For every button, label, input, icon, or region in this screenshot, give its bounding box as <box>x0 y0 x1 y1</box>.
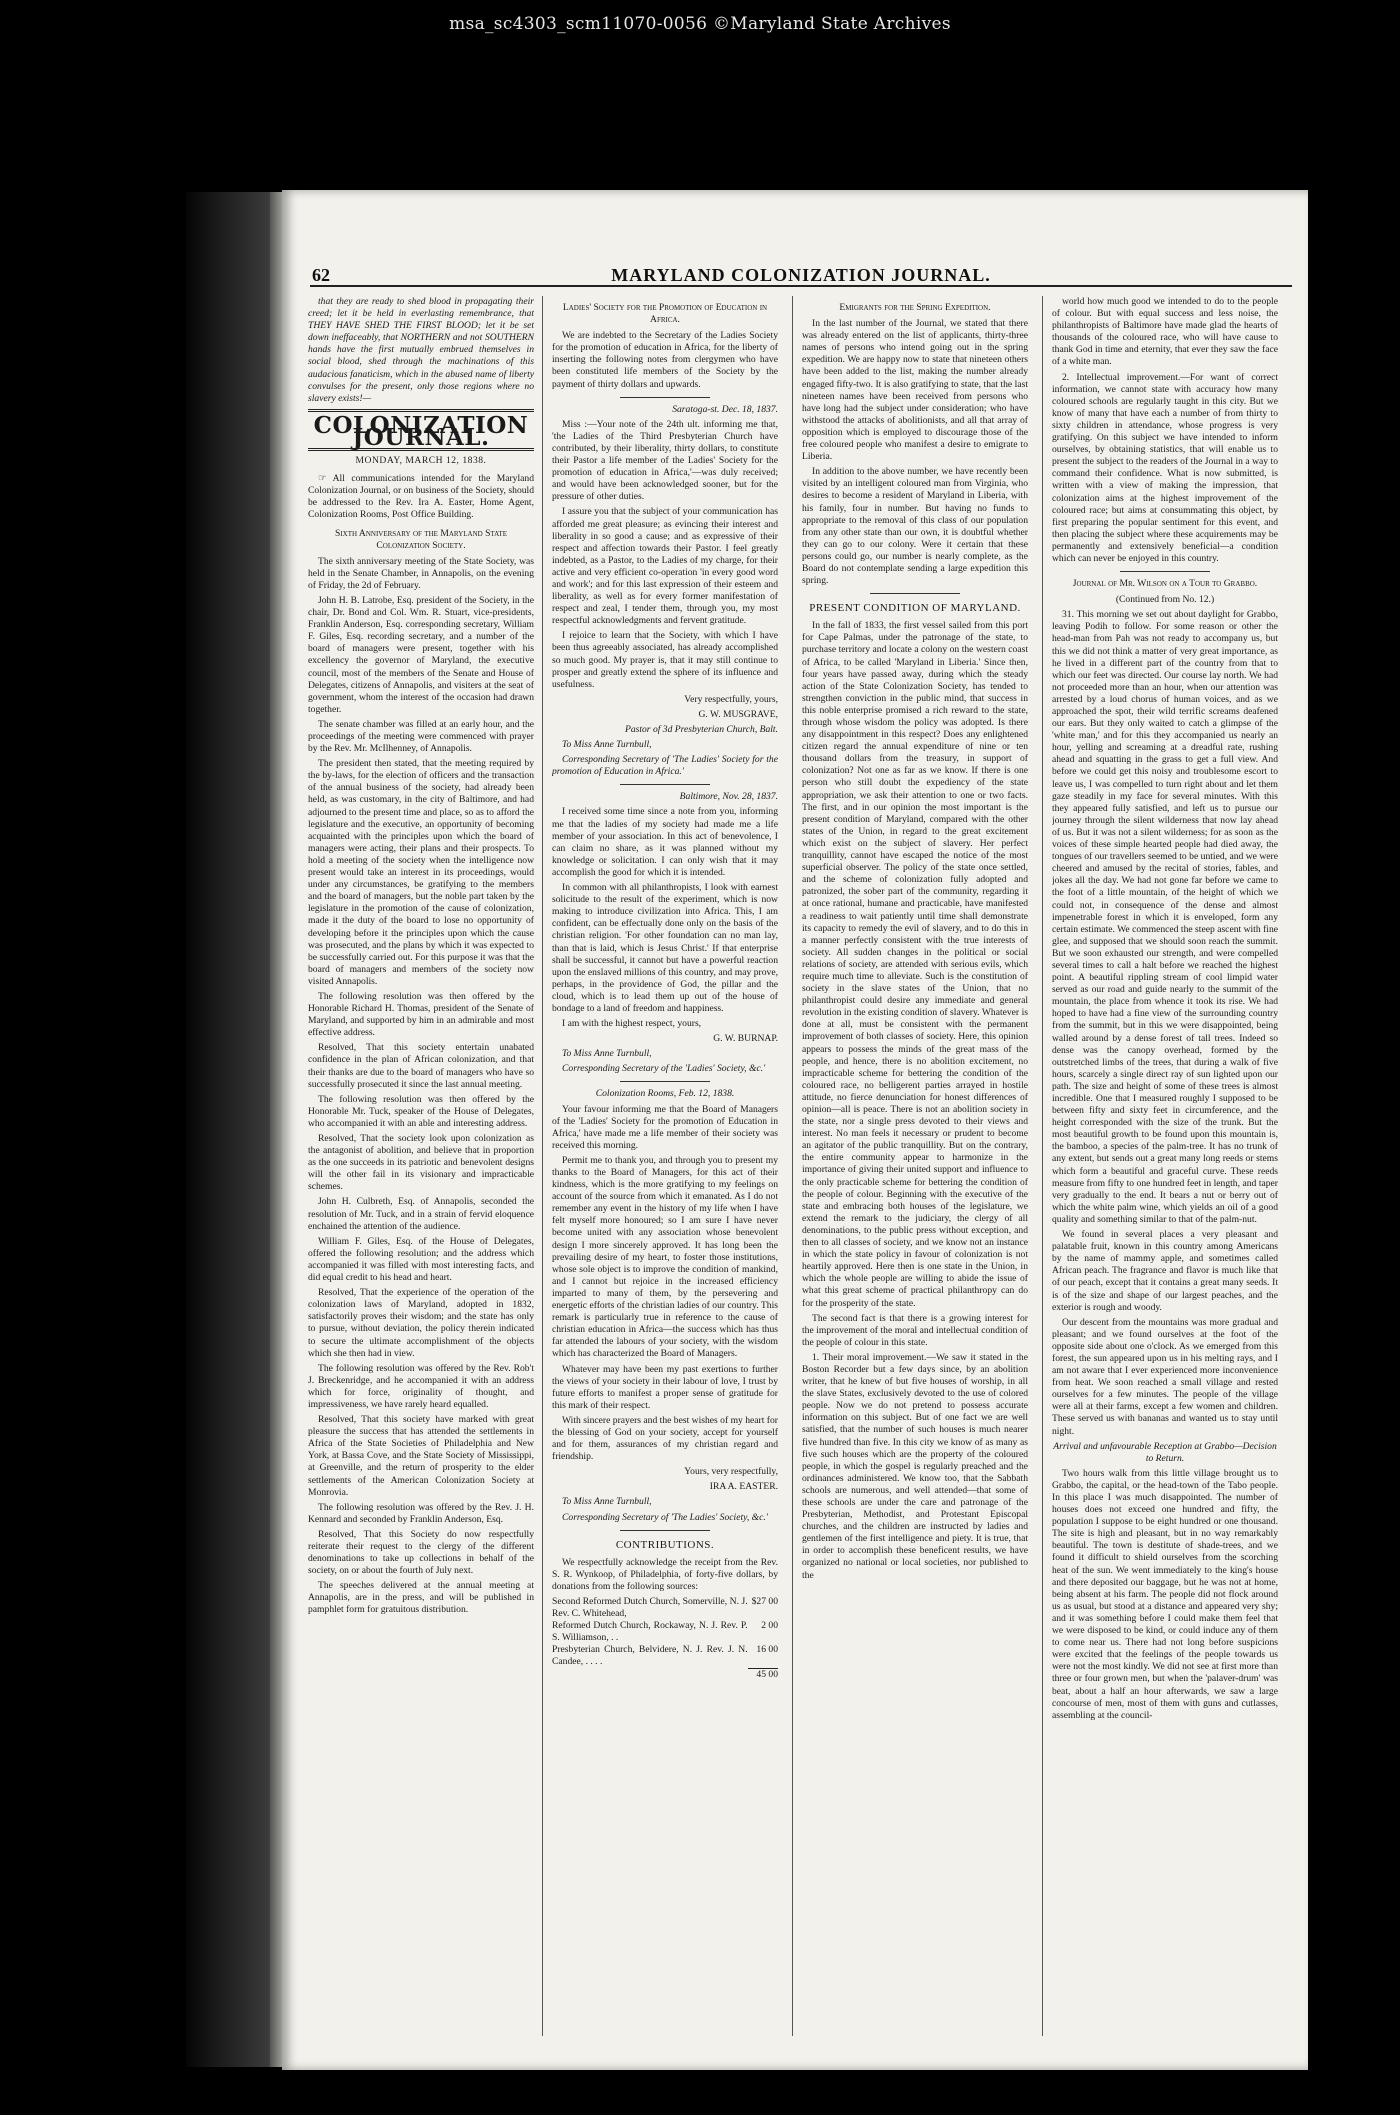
paragraph: The second fact is that there is a growing interest for the improvement of the moral and intellectual condition of the people of colour in this state. <box>802 1312 1028 1348</box>
section-subheading: Arrival and unfavourable Reception at Grabbo—Decision to Return. <box>1053 1440 1277 1464</box>
letter-body <box>552 1104 778 1464</box>
paragraph: Whatever may have been my past exertions to further the views of your society in their labour of love, I trust by future efforts to manifest a proper sense of gratitude for this mark of their respect. <box>552 1363 778 1411</box>
letter-addressee-title: Corresponding Secretary of 'The Ladies' Society for the promotion of Education in Africa.' <box>552 754 778 778</box>
contribution-source: Reformed Dutch Church, Rockaway, N. J. Rev. P. S. Williamson, . . <box>552 1620 748 1644</box>
paragraph: In common with all philanthropists, I look with earnest solicitude to the result of the experiment, which is now making to introduce civilization into Africa. This, I am confident, can be effectually done only on the basis of the christian religion. 'For other foundation can no man lay, than that is laid, which is Jesus Christ.' If that enterprise shall be successful, it cannot but have a powerful reaction upon the enslaved millions of this country, and may prove, perhaps, in the providence of God, the pillar and the cloud, which is to lead them up out of the house of bondage to a land of freedom and happiness. <box>552 882 778 1014</box>
paragraph: We found in several places a very pleasant and palatable fruit, known in this country among Americans by the name of mammy apple, and sometimes called African peach. The fragrance and flavor is much like that of our peach, except that it contains a great many seeds. It is of the size and shape of our largest peaches, and the exterior is rough and woody. <box>1052 1229 1278 1313</box>
paragraph: Resolved, That this society entertain unabated confidence in the plan of African colonization, and that their thanks are due to the board of managers who have so successfully prosecuted it since the last annual meeting. <box>308 1042 534 1090</box>
letter-signature: IRA A. EASTER. <box>709 1481 778 1493</box>
column-1 <box>308 296 534 2036</box>
contribution-source: Second Reformed Dutch Church, Somerville, N. J. Rev. C. Whitehead, <box>552 1596 748 1620</box>
paragraph: The president then stated, that the meeting required by the by-laws, for the election of officers and the transaction of the annual business of the society, had already been held, as was customary, in the city of Baltimore, and had adjourned to the present time and place, so as to afford the legislature and the executive, an opportunity of becoming acquainted with the principles upon which the board of managers were acting, their plans and their prospects. To hold a meeting of the society when the intelligence now present would take an interest in its proceedings, would under any circumstances, be gratifying to the members and the board of managers, but the noble part taken by the legislature in the promotion of the cause of colonization, made it the duty of the board to lose no opportunity of developing before it the principles upon which the cause was prosecuted, and the plans by which it was expected to be successfully carried out. For this purpose it was that the board of managers and members of the society now visited Annapolis. <box>308 758 534 987</box>
rule <box>620 397 710 398</box>
contribution-amount: 2 00 <box>761 1620 778 1632</box>
paragraph: The speeches delivered at the annual meeting at Annapolis, are in the press, and will be published in pamphlet form for gratuitous distribution. <box>308 1580 534 1616</box>
column-divider <box>1042 296 1043 2036</box>
column-4 <box>1052 296 1278 2036</box>
paragraph: The following resolution was then offered by the Honorable Mr. Tuck, speaker of the House of Delegates, who accompanied it with an able and interesting address. <box>308 1093 534 1129</box>
column-3 <box>802 296 1028 2036</box>
paragraph: Our descent from the mountains was more gradual and pleasant; and we found ourselves at the foot of the opposite side about one o'clock. As we emerged from this forest, the sun appeared upon us in his melting rays, and I am not aware that I ever experienced more inconvenience from heat. We soon reached a small village and rested ourselves for a few minutes. The people of the village were all at their farms, except a few women and children. These served us with bananas and wanted us to stay until night. <box>1052 1316 1278 1437</box>
lead-paragraph: that they are ready to shed blood in propagating their creed; let it be held in everlasting remembrance, that THEY HAVE SHED THE FIRST BLOOD; let it be set down ineffaceably, that NORTHERN and not SOUTHERN hands have the first mutually embrued themselves in social blood, shed through the machinations of this audacious fanaticism, which in the abused name of liberty convulses for the present, only those regions where no slavery exists!— <box>308 296 534 404</box>
letter-date: Saratoga-st. Dec. 18, 1837. <box>672 403 778 415</box>
letter-addressee-title: Corresponding Secretary of the 'Ladies' Society, &c.' <box>562 1063 766 1075</box>
letter-addressee: To Miss Anne Turnbull, <box>562 1496 652 1508</box>
page-number: 62 <box>312 265 330 285</box>
rule <box>620 1081 710 1082</box>
total-spacer <box>552 1669 748 1682</box>
spine-edge <box>270 192 282 2067</box>
paragraph: Your favour informing me that the Board of Managers of the 'Ladies' Society for the promotion of Education in Africa,' have made me a life member of their society was received this morning. <box>552 1103 778 1151</box>
running-title: MARYLAND COLONIZATION JOURNAL. <box>611 265 991 285</box>
contribution-source: Presbyterian Church, Belvidere, N. J. Rev. J. N. Candee, . . . . <box>552 1644 748 1668</box>
paragraph: John H. Culbreth, Esq. of Annapolis, seconded the resolution of Mr. Tuck, and in a strain of fervid eloquence enchained the attention of the audience. <box>308 1196 534 1232</box>
contribution-row <box>552 1620 778 1644</box>
contribution-total-row <box>552 1669 778 1682</box>
column-2 <box>552 296 778 2036</box>
paragraph: John H. B. Latrobe, Esq. president of the Society, in the chair, Dr. Bond and Col. Wm. R. Stuart, vice-presidents, Franklin Anderson, Esq. corresponding secretary, William F. Giles, Esq. recording secretary, and a number of the board of managers were present, together with his excellency the governor of Maryland, the executive council, most of the members of the Senate and House of Delegates, citizens of Annapolis, and visiters at the seat of government, whom the interest of the occasion had drawn together. <box>308 594 534 715</box>
paragraph: 1. Their moral improvement.—We saw it stated in the Boston Recorder but a few days since, by an abolition writer, that he knew of but five houses of worship, in all the slave States, exclusively devoted to the use of colored people. Now we do not pretend to possess accurate information on this subject. But of one fact we are well satisfied, that the number of such houses is much nearer five hundred than five. In this city we know of as many as five such houses which are the property of the coloured people, in which the gospel is regularly preached and the ordinances administered. We know too, that the Sabbath schools are numerous, and well attended—that some of these schools are under the care and patronage of the Presbyterian, Methodist, and Protestant Episcopal churches, and the children are instructed by ladies and gentlemen of the first intelligence and piety. It is true, that in order to accomplish these beneficent results, we have organized no national or local societies, nor published to the <box>802 1351 1028 1581</box>
contribution-row <box>552 1644 778 1668</box>
letter-addressee-title: Corresponding Secretary of 'The Ladies' Society, &c.' <box>562 1511 768 1523</box>
page-header <box>310 265 1292 287</box>
letter-closing: Very respectfully, yours, <box>684 693 778 705</box>
column-divider <box>792 296 793 2036</box>
article-heading: Sixth Anniversary of the Maryland State Colonization Society. <box>335 527 507 551</box>
letter-addressee: To Miss Anne Turnbull, <box>562 1048 652 1060</box>
paragraph: 31. This morning we set out about daylight for Grabbo, leaving Podih to follow. For some reason or other the head-man from Pah was not ready to accompany us, but this we did not think a matter of very great importance, as he lived in a different part of the country from that to which our feet was directed. Our course lay north. We had not proceeded more than an hour, when our attention was arrested by a loud chorus of human voices, and as we approached the spot, their wild terrific screams deafened our ears. But they only waited to catch a glimpse of the 'white man,' and for this they accompanied us nearly an hour, yelling and screaming at a dreadful rate, rushing ahead and squatting in the grass to get a full view. And before we could get this noisy and troublesome escort to leave us, I was compelled to turn right about and let them gaze steadily in my face for several minutes. With this they appeared fully satisfied, and left us to pursue our journey through the silent wilderness that now lay ahead of us. But it was not a silent wilderness; for as soon as the voices of these simple hearted people had died away, the tongues of our travellers seemed to be untied, and we were cheered and amused by the recital of stories, fables, and jokes all the day. We had not gone far before we came to the foot of a little mountain, of the height of which we could not, in consequence of the dense and almost impenetrable forest in which it is enveloped, form any certain estimate. We commenced the steep ascent with fine glee, and supposed that we should soon reach the summit. But we soon exhausted our strength, and were compelled several times to call a halt before we reached the highest point. A beautiful rippling stream of cool limpid water served as our road and guide nearly to the summit of the mountain, the place from whence it took its rise. We had hoped to have had a fine view of the surrounding country from the summit, but in this we were disappointed, being walled around by a dense forest of tall trees. Indeed so dense was the canopy overhead, formed by the outstretched limbs of the trees, that during a walk of five hours, scarcely a single direct ray of sun lighted upon our path. The size and height of some of these trees is almost incredible. One that I measured roughly I supposed to be between fifty and sixty feet in circumference, and the height corresponded with the size of the trunk. But the most beautiful growth to be found upon this mountain is, the bamboo, a species of the palm-tree. It has no trunk of any extent, but sends out a great many long reeds or stems which form a beautiful and graceful curve. These reeds measure from fifty to one hundred feet in length, and taper very gradually to the end. It bears a nut or berry out of which the white palm wine, which yields an oil of a good quality and something similar to that of the palm-nut. <box>1052 609 1278 1225</box>
book-spine <box>186 192 282 2067</box>
paragraph: In addition to the above number, we have recently been visited by an intelligent coloured man from Virginia, who desires to become a resident of Maryland in Liberia, with his family, four in number. But having no funds to appropriate to the removal of this class of our population from any other state than our own, it is doubtful whether they can go to our colony. Were it certain that these persons could go, our number is nearly complete, as the Board do not contemplate sending a large expedition this spring. <box>802 466 1028 587</box>
article-heading: Ladies' Society for the Promotion of Education in Africa. <box>562 302 768 326</box>
letter-date: Colonization Rooms, Feb. 12, 1838. <box>595 1088 735 1100</box>
paragraph: The senate chamber was filled at an early hour, and the proceedings of the meeting were commenced with prayer by the Rev. Mr. McIlhenney, of Annapolis. <box>308 718 534 755</box>
notice-paragraph: ☞ All communications intended for the Maryland Colonization Journal, or on business of the Society, should be addressed to the Rev. Ira A. Easter, Home Agent, Colonization Rooms, Post Office Building. <box>308 473 534 521</box>
rule <box>620 1530 710 1531</box>
paragraph: Resolved, That the society look upon colonization as the antagonist of abolition, and believe that in proportion as the one succeeds in its patriotic and benevolent designs will the other fail in its visionary and impracticable schemes. <box>308 1133 534 1193</box>
paragraph: I am with the highest respect, yours, <box>562 1018 702 1030</box>
contributions-table <box>552 1596 778 1681</box>
rule <box>620 784 710 785</box>
article-body <box>802 620 1028 1581</box>
intro-paragraph: We are indebted to the Secretary of the Ladies Society for the promotion of education in Africa, for the liberty of inserting the following notes from clergymen who have been constituted life members of the Society by the payment of thirty dollars and upwards. <box>552 330 778 390</box>
letter-body <box>552 419 778 691</box>
paragraph: The following resolution was offered by the Rev. J. H. Kennard and seconded by Franklin Anderson, Esq. <box>308 1501 534 1525</box>
letter-date: Baltimore, Nov. 28, 1837. <box>679 791 778 803</box>
paragraph: Resolved, That this Society do now respectfully reiterate their request to the clergy of the different denominations to take up collections in behalf of the society, on or about the fourth of July next. <box>308 1528 534 1577</box>
newspaper-page <box>282 190 1308 2070</box>
letter-signature: G. W. BURNAP. <box>713 1033 778 1045</box>
column-divider <box>542 296 543 2036</box>
paragraph: I rejoice to learn that the Society, with which I have been thus agreeably associated, has already accomplished so much good. My prayer is, that it may still continue to prosper and greatly extend the sphere of its influence and usefulness. <box>552 630 778 690</box>
archive-watermark: msa_sc4303_scm11070-0056 ©Maryland State Archives <box>449 14 951 34</box>
paragraph: world how much good we intended to do to the people of colour. But with equal success and less noise, the philanthropists of Baltimore have made glad the hearts of thousands of the coloured race, who will have cause to thank God in time and eternity, that ever they saw the face of a white man. <box>1052 296 1278 368</box>
contribution-row <box>552 1596 778 1620</box>
article-heading: Emigrants for the Spring Expedition. <box>839 302 991 313</box>
paragraph: The sixth anniversary meeting of the State Society, was held in the Senate Chamber, in Annapolis, on the evening of Friday, the 2d of February. <box>308 555 534 591</box>
letter-body <box>552 806 778 1030</box>
paragraph: With sincere prayers and the best wishes of my heart for the blessing of God on your society, accept for yourself and for them, assurances of my christian regard and friendship. <box>552 1414 778 1463</box>
letter-addressee: To Miss Anne Turnbull, <box>562 739 652 751</box>
paragraph: William F. Giles, Esq. of the House of Delegates, offered the following resolution; and the address which accompanied it was filled with most interesting facts, and did equal credit to his head and heart. <box>308 1235 534 1284</box>
issue-date: MONDAY, MARCH 12, 1838. <box>355 455 487 467</box>
contributions-intro: We respectfully acknowledge the receipt from the Rev. S. R. Wynkoop, of Philadelphia, of forty-five dollars, by donations from the following sources: <box>552 1556 778 1592</box>
article-body <box>308 556 534 1617</box>
paragraph: Permit me to thank you, and through you to present my thanks to the Board of Managers, for this act of their kindness, which is the more gratifying to my feelings on account of the source from which it emanated. As I do not remember any event in the history of my life when I have felt myself more honoured; so I am sure I have never become united with any association whose benevolent design I more sincerely approved. It has long been the prevailing desire of my heart, to foster those institutions, whose sole object is to improve the condition of mankind, and I cannot but rejoice in the increased efficiency imparted to many of them, by the persevering and energetic efforts of the christian ladies of our country. This remark is particularly true in reference to the cause of christian education in Africa—the success which has thus far attended the labours of your society, with the wisdom which has characterized the Board of Managers. <box>552 1154 778 1360</box>
article-body <box>1052 609 1278 1437</box>
paragraph: In the last number of the Journal, we stated that there was already entered on the list of applicants, thirty-three names of persons who intend going out in the spring expedition. We are happy now to state that nineteen others have been added to the list, making the number already engaged fifty-two. It is also gratifying to state, that the last nineteen names have been received from persons who have long had the subject under consideration; who have withstood the attacks of abolitionists, and all that array of opposition which is employed to discourage those of the free coloured people who manifest a desire to emigrate to Liberia. <box>802 318 1028 463</box>
article-heading: Journal of Mr. Wilson on a Tour to Grabbo. <box>1072 578 1258 590</box>
paragraph: The following resolution was offered by the Rev. Rob't J. Breckenridge, and he accompanied it with an address which for force, originality of thought, and impressiveness, we have rarely heard equalled. <box>308 1362 534 1410</box>
paragraph: In the fall of 1833, the first vessel sailed from this port for Cape Palmas, under the patronage of the state, to purchase territory and locate a colony on the western coast of Africa, to be called 'Maryland in Liberia.' Since then, four years have passed away, during which the steady action of the State Colonization Society, has tended to strengthen conviction in the public mind, that success in this noble enterprise promised a rich reward to the state, through whose wisdom the policy was adopted. Is there any disappointment in this respect? Does any enlightened citizen regard the annual expenditure of nine or ten thousand dollars from the treasury, in support of colonization? Not one as far as we know. If there is one person who still doubt the expediency of the state appropriation, we ask their attention to one or two facts. The first, and in our opinion the most important is the present condition of Maryland, compared with the other states of the Union, in regard to the great excitement which exist on the subject of slavery. Her perfect tranquillity, cannot have escaped the notice of the most superficial observer. The policy of the state once settled, and the scheme of colonization fully adopted and patronized, the sober part of the community, regarding it at once rational, humane and practicable, have manifested a readiness to wait patiently until time shall demonstrate its capacity to remedy the evil of slavery, and to do this in a manner perfectly consistent with the true interests of society. All sudden changes in the political or social relations of society, are attended with serious evils, which require much time to alleviate. Such is the constitution of society in the slave states of the Union, that no philanthropist could desire any immediate and general revolution in the existing condition of slavery. Whatever is done at all, must be consistent with the permanent improvement of both classes of society. Here, this opinion appears to possess the minds of the great mass of the people, and hence, there is no abolition excitement, no impracticable scheme for bettering the condition of the coloured race, no belligerent parties arrayed in hostile attitude, no fierce denunciation for honest differences of opinion—all is peace. There is not an abolition society in the state, nor a single press devoted to their views and interest. No man feels it necessary or prudent to become an agitator of the public tranquillity. But on the contrary, the entire community appear to harmonize in the importance of giving their united support and influence to the only practicable scheme for bettering the condition of the people of colour. Beginning with the executive of the state and embracing both houses of the legislature, we extend the remark to the judiciary, the clergy of all denominations, to the public press without exception, and then to all classes of society, and we know not an instance in which the state policy in favour of colonization is not heartily approved. Here then is one state in the Union, in which the whole people are willing to abide the issue of what this great scheme of practical philanthropy can do for the prosperity of the state. <box>802 620 1028 1309</box>
letter-closing: Yours, very respectfully, <box>684 1466 778 1478</box>
contribution-amount: 16 00 <box>756 1644 778 1656</box>
rule <box>1120 571 1210 572</box>
rule <box>870 593 960 594</box>
paragraph: 2. Intellectual improvement.—For want of correct information, we cannot state with accuracy how many coloured schools are regularly taught in this city. But we know of many that have each a number of from thirty to sixty children in attendance, whose progress is very gratifying. On this subject we have intended to inform ourselves, by obtaining statistics, that will enable us to present the subject to the readers of the Journal in a way to command their confidence. What is now submitted, is written with a view of making the impression, that colonization aims at the highest improvement of the coloured race; but aims at consummating this object, by first preparing the popular sentiment for this event, and then placing the subject where these acquirements may be permanently and extensively beneficial—a condition which can never be enjoyed in this country. <box>1052 371 1278 564</box>
paragraph: Resolved, That this society have marked with great pleasure the success that has attended the settlements in Africa of the State Societies of Philadelphia and New York, at Bassa Cove, and the State Society of Mississippi, at Greenville, and the return of prosperity to the elder settlements of the American Colonization Society at Monrovia. <box>308 1414 534 1498</box>
paragraph: Miss :—Your note of the 24th ult. informing me that, 'the Ladies of the Third Presbyterian Church have contributed, by their liberality, thirty dollars, to constitute their Pastor a life member of the Ladies' Society for the promotion of education in Africa,'—was duly received; and would have been acknowledged sooner, but for the pressure of other duties. <box>552 418 778 503</box>
paragraph: I received some time since a note from you, informing me that the ladies of my society had made me a life member of your association. In this act of benevolence, I can claim no share, as it was planned without my knowledge or solicitation. I can only wish that it may accomplish the good for which it is intended. <box>552 806 778 878</box>
article-body <box>1052 296 1278 565</box>
masthead: COLONIZATION JOURNAL. <box>313 411 529 451</box>
paragraph: Resolved, That the experience of the operation of the colonization laws of Maryland, adopted in 1832, satisfactorily proves their wisdom; and the state has only to pursue, without deviation, the policy therein indicated to secure the ultimate accomplishment of the objects which she then had in view. <box>308 1287 534 1359</box>
contributions-heading: CONTRIBUTIONS. <box>615 1538 715 1551</box>
letter-signature: G. W. MUSGRAVE, <box>698 708 778 720</box>
paragraph: I assure you that the subject of your communication has afforded me great pleasure; as evincing their interest and liberality in so good a cause; and as expressive of their respect and affection towards their Pastor. I feel greatly indebted, as a Pastor, to the Ladies of my charge, for their active and very efficient co-operation 'in every good word and work'; and for this last expression of their esteem and liberality, as well as for every former manifestation of respect and zeal, I tender them, through you, my most respectful acknowledgments and fervent gratitude. <box>552 506 778 627</box>
paragraph: Two hours walk from this little village brought us to Grabbo, the capital, or the head-town of the Tabo people. In this place I was much disappointed. The number of houses does not exceed one hundred and fifty, the population I suppose to be eight hundred or one thousand. The site is high and pleasant, but in no way remarkably beautiful. The town is destitute of shade-trees, and we found it difficult to shield ourselves from the scorching heat of the sun. We went immediately to the king's house and there deposited our baggage, but he was not at home, being absent at his farm. The people did not flock around us as usual, but stood at a distance and appeared very shy; and it was something before I could make them feel that we were disposed to be kind, or could induce any of them to come near us. There had not long before suspicions were excited that the feelings of the people towards us were not the most kindly. We did not see at first more than three or four grown men, but when the 'palaver-drum' was beat, about a half an hour afterwards, we saw a large concourse of men, most of them with guns and cutlasses, assembling at the council- <box>1052 1467 1278 1721</box>
paragraph: The following resolution was then offered by the Honorable Richard H. Thomas, president of the Senate of Maryland, and supported by him in an admirable and most effective address. <box>308 990 534 1039</box>
article-heading: PRESENT CONDITION OF MARYLAND. <box>809 602 1021 615</box>
continued-note: (Continued from No. 12.) <box>1115 594 1215 606</box>
contribution-amount: $27 00 <box>751 1596 778 1607</box>
article-body <box>802 318 1028 587</box>
contribution-total: 45 00 <box>748 1669 778 1682</box>
article-body <box>1052 1468 1278 1722</box>
letter-signature-title: Pastor of 3d Presbyterian Church, Balt. <box>624 724 778 735</box>
